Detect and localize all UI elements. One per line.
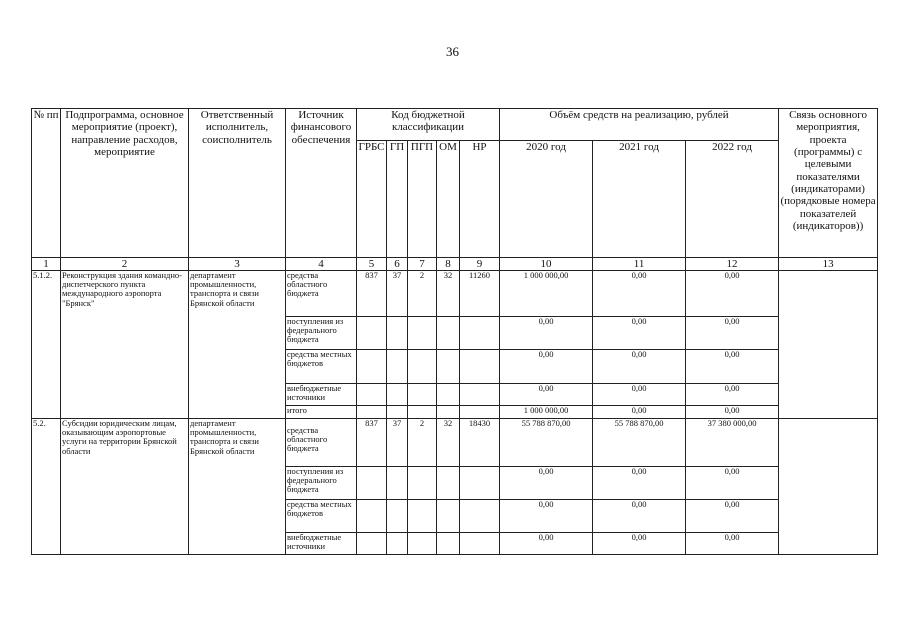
source-local: средства местных бюджетов <box>286 500 357 533</box>
amount-2021: 0,00 <box>593 533 686 555</box>
header-executor: Ответственный исполнитель, соисполнитель <box>189 109 286 258</box>
amount-2020: 0,00 <box>500 500 593 533</box>
header-2021: 2021 год <box>593 141 686 258</box>
code-grbs: 837 <box>357 419 387 467</box>
code-nr <box>460 384 500 406</box>
source-regional: средства областного бюджета <box>286 419 357 467</box>
code-nr: 18430 <box>460 419 500 467</box>
header-budget-code: Код бюджетной классификации <box>357 109 500 141</box>
column-number: 9 <box>460 258 500 271</box>
amount-2021: 0,00 <box>593 500 686 533</box>
code-gp: 37 <box>387 419 408 467</box>
amount-2022: 0,00 <box>686 500 779 533</box>
code-pgp: 2 <box>408 419 437 467</box>
header-num: № пп <box>32 109 61 258</box>
amount-2020: 55 788 870,00 <box>500 419 593 467</box>
entry-num: 5.1.2. <box>32 271 61 419</box>
amount-2022: 0,00 <box>686 467 779 500</box>
source-federal: поступления из федерального бюджета <box>286 467 357 500</box>
budget-table <box>31 108 878 555</box>
column-number: 11 <box>593 258 686 271</box>
code-pgp <box>408 500 437 533</box>
amount-2022: 0,00 <box>686 317 779 350</box>
column-number: 4 <box>286 258 357 271</box>
code-gp <box>387 467 408 500</box>
page-number: 36 <box>446 44 459 59</box>
code-nr <box>460 317 500 350</box>
code-grbs <box>357 467 387 500</box>
entry-executor: департамент промышленности, транспорта и связи Брянской области <box>189 271 286 419</box>
header-subprogram: Подпрограмма, основное мероприятие (проект), направление расходов, мероприятие <box>61 109 189 258</box>
code-om <box>437 467 460 500</box>
code-nr <box>460 533 500 555</box>
column-number: 10 <box>500 258 593 271</box>
amount-2020: 0,00 <box>500 317 593 350</box>
amount-2022: 0,00 <box>686 384 779 406</box>
code-pgp <box>408 533 437 555</box>
header-nr: НР <box>460 141 500 258</box>
amount-2021: 55 788 870,00 <box>593 419 686 467</box>
source-regional: средства областного бюджета <box>286 271 357 317</box>
column-number: 7 <box>408 258 437 271</box>
code-om: 32 <box>437 419 460 467</box>
header-2022: 2022 год <box>686 141 779 258</box>
column-number: 3 <box>189 258 286 271</box>
code-pgp <box>408 317 437 350</box>
code-gp <box>387 500 408 533</box>
amount-2022: 0,00 <box>686 271 779 317</box>
entry-name: Субсидии юридическим лицам, оказывающим аэропортовые услуги на территории Брянской области <box>61 419 189 555</box>
amount-2022: 37 380 000,00 <box>686 419 779 467</box>
code-gp <box>387 533 408 555</box>
code-grbs <box>357 350 387 384</box>
header-gp: ГП <box>387 141 408 258</box>
code-nr <box>460 350 500 384</box>
source-federal: поступления из федерального бюджета <box>286 317 357 350</box>
entry-num: 5.2. <box>32 419 61 555</box>
amount-2021: 0,00 <box>593 384 686 406</box>
header-grbs: ГРБС <box>357 141 387 258</box>
code-nr: 11260 <box>460 271 500 317</box>
indicator-link <box>779 419 878 555</box>
amount-2021: 0,00 <box>593 350 686 384</box>
code-grbs <box>357 317 387 350</box>
code-om: 32 <box>437 271 460 317</box>
amount-2020: 0,00 <box>500 384 593 406</box>
table-row <box>32 419 878 467</box>
column-number: 6 <box>387 258 408 271</box>
code-om <box>437 500 460 533</box>
source-extrabudgetary: внебюджетные источники <box>286 533 357 555</box>
column-number-row <box>32 258 878 271</box>
amount-2020: 0,00 <box>500 350 593 384</box>
amount-2021: 0,00 <box>593 317 686 350</box>
entry-name: Реконструкция здания командно-диспетчерского пункта международного аэропорта "Брянск" <box>61 271 189 419</box>
code-pgp: 2 <box>408 271 437 317</box>
code-gp <box>387 384 408 406</box>
code-om <box>437 384 460 406</box>
column-number: 2 <box>61 258 189 271</box>
amount-2022: 0,00 <box>686 406 779 419</box>
header-2020: 2020 год <box>500 141 593 258</box>
column-number: 12 <box>686 258 779 271</box>
column-number: 8 <box>437 258 460 271</box>
source-total: итого <box>286 406 357 419</box>
header-pgp: ПГП <box>408 141 437 258</box>
amount-2021: 0,00 <box>593 467 686 500</box>
code-nr <box>460 406 500 419</box>
amount-2022: 0,00 <box>686 350 779 384</box>
code-gp <box>387 350 408 384</box>
header-om: ОМ <box>437 141 460 258</box>
code-nr <box>460 500 500 533</box>
amount-2021: 0,00 <box>593 271 686 317</box>
amount-2020: 1 000 000,00 <box>500 271 593 317</box>
code-nr <box>460 467 500 500</box>
amount-2021: 0,00 <box>593 406 686 419</box>
source-extrabudgetary: внебюджетные источники <box>286 384 357 406</box>
source-local: средства местных бюджетов <box>286 350 357 384</box>
column-number: 1 <box>32 258 61 271</box>
code-om <box>437 533 460 555</box>
code-om <box>437 406 460 419</box>
code-grbs <box>357 533 387 555</box>
code-grbs <box>357 406 387 419</box>
header-source: Источник финансового обеспечения <box>286 109 357 258</box>
code-pgp <box>408 350 437 384</box>
table-row <box>32 271 878 317</box>
header-volume: Объём средств на реализацию, рублей <box>500 109 779 141</box>
code-gp <box>387 406 408 419</box>
entry-executor: департамент промышленности, транспорта и связи Брянской области <box>189 419 286 555</box>
code-pgp <box>408 406 437 419</box>
code-grbs: 837 <box>357 271 387 317</box>
code-pgp <box>408 467 437 500</box>
amount-2022: 0,00 <box>686 533 779 555</box>
column-number: 13 <box>779 258 878 271</box>
code-pgp <box>408 384 437 406</box>
code-gp <box>387 317 408 350</box>
amount-2020: 1 000 000,00 <box>500 406 593 419</box>
amount-2020: 0,00 <box>500 467 593 500</box>
code-grbs <box>357 384 387 406</box>
column-number: 5 <box>357 258 387 271</box>
amount-2020: 0,00 <box>500 533 593 555</box>
code-om <box>437 350 460 384</box>
code-gp: 37 <box>387 271 408 317</box>
indicator-link <box>779 271 878 419</box>
code-grbs <box>357 500 387 533</box>
header-link: Связь основного мероприятия, проекта (программы) с целевыми показателями (индикаторами) (порядковые номера показателей (индикаторов)) <box>779 109 878 258</box>
code-om <box>437 317 460 350</box>
